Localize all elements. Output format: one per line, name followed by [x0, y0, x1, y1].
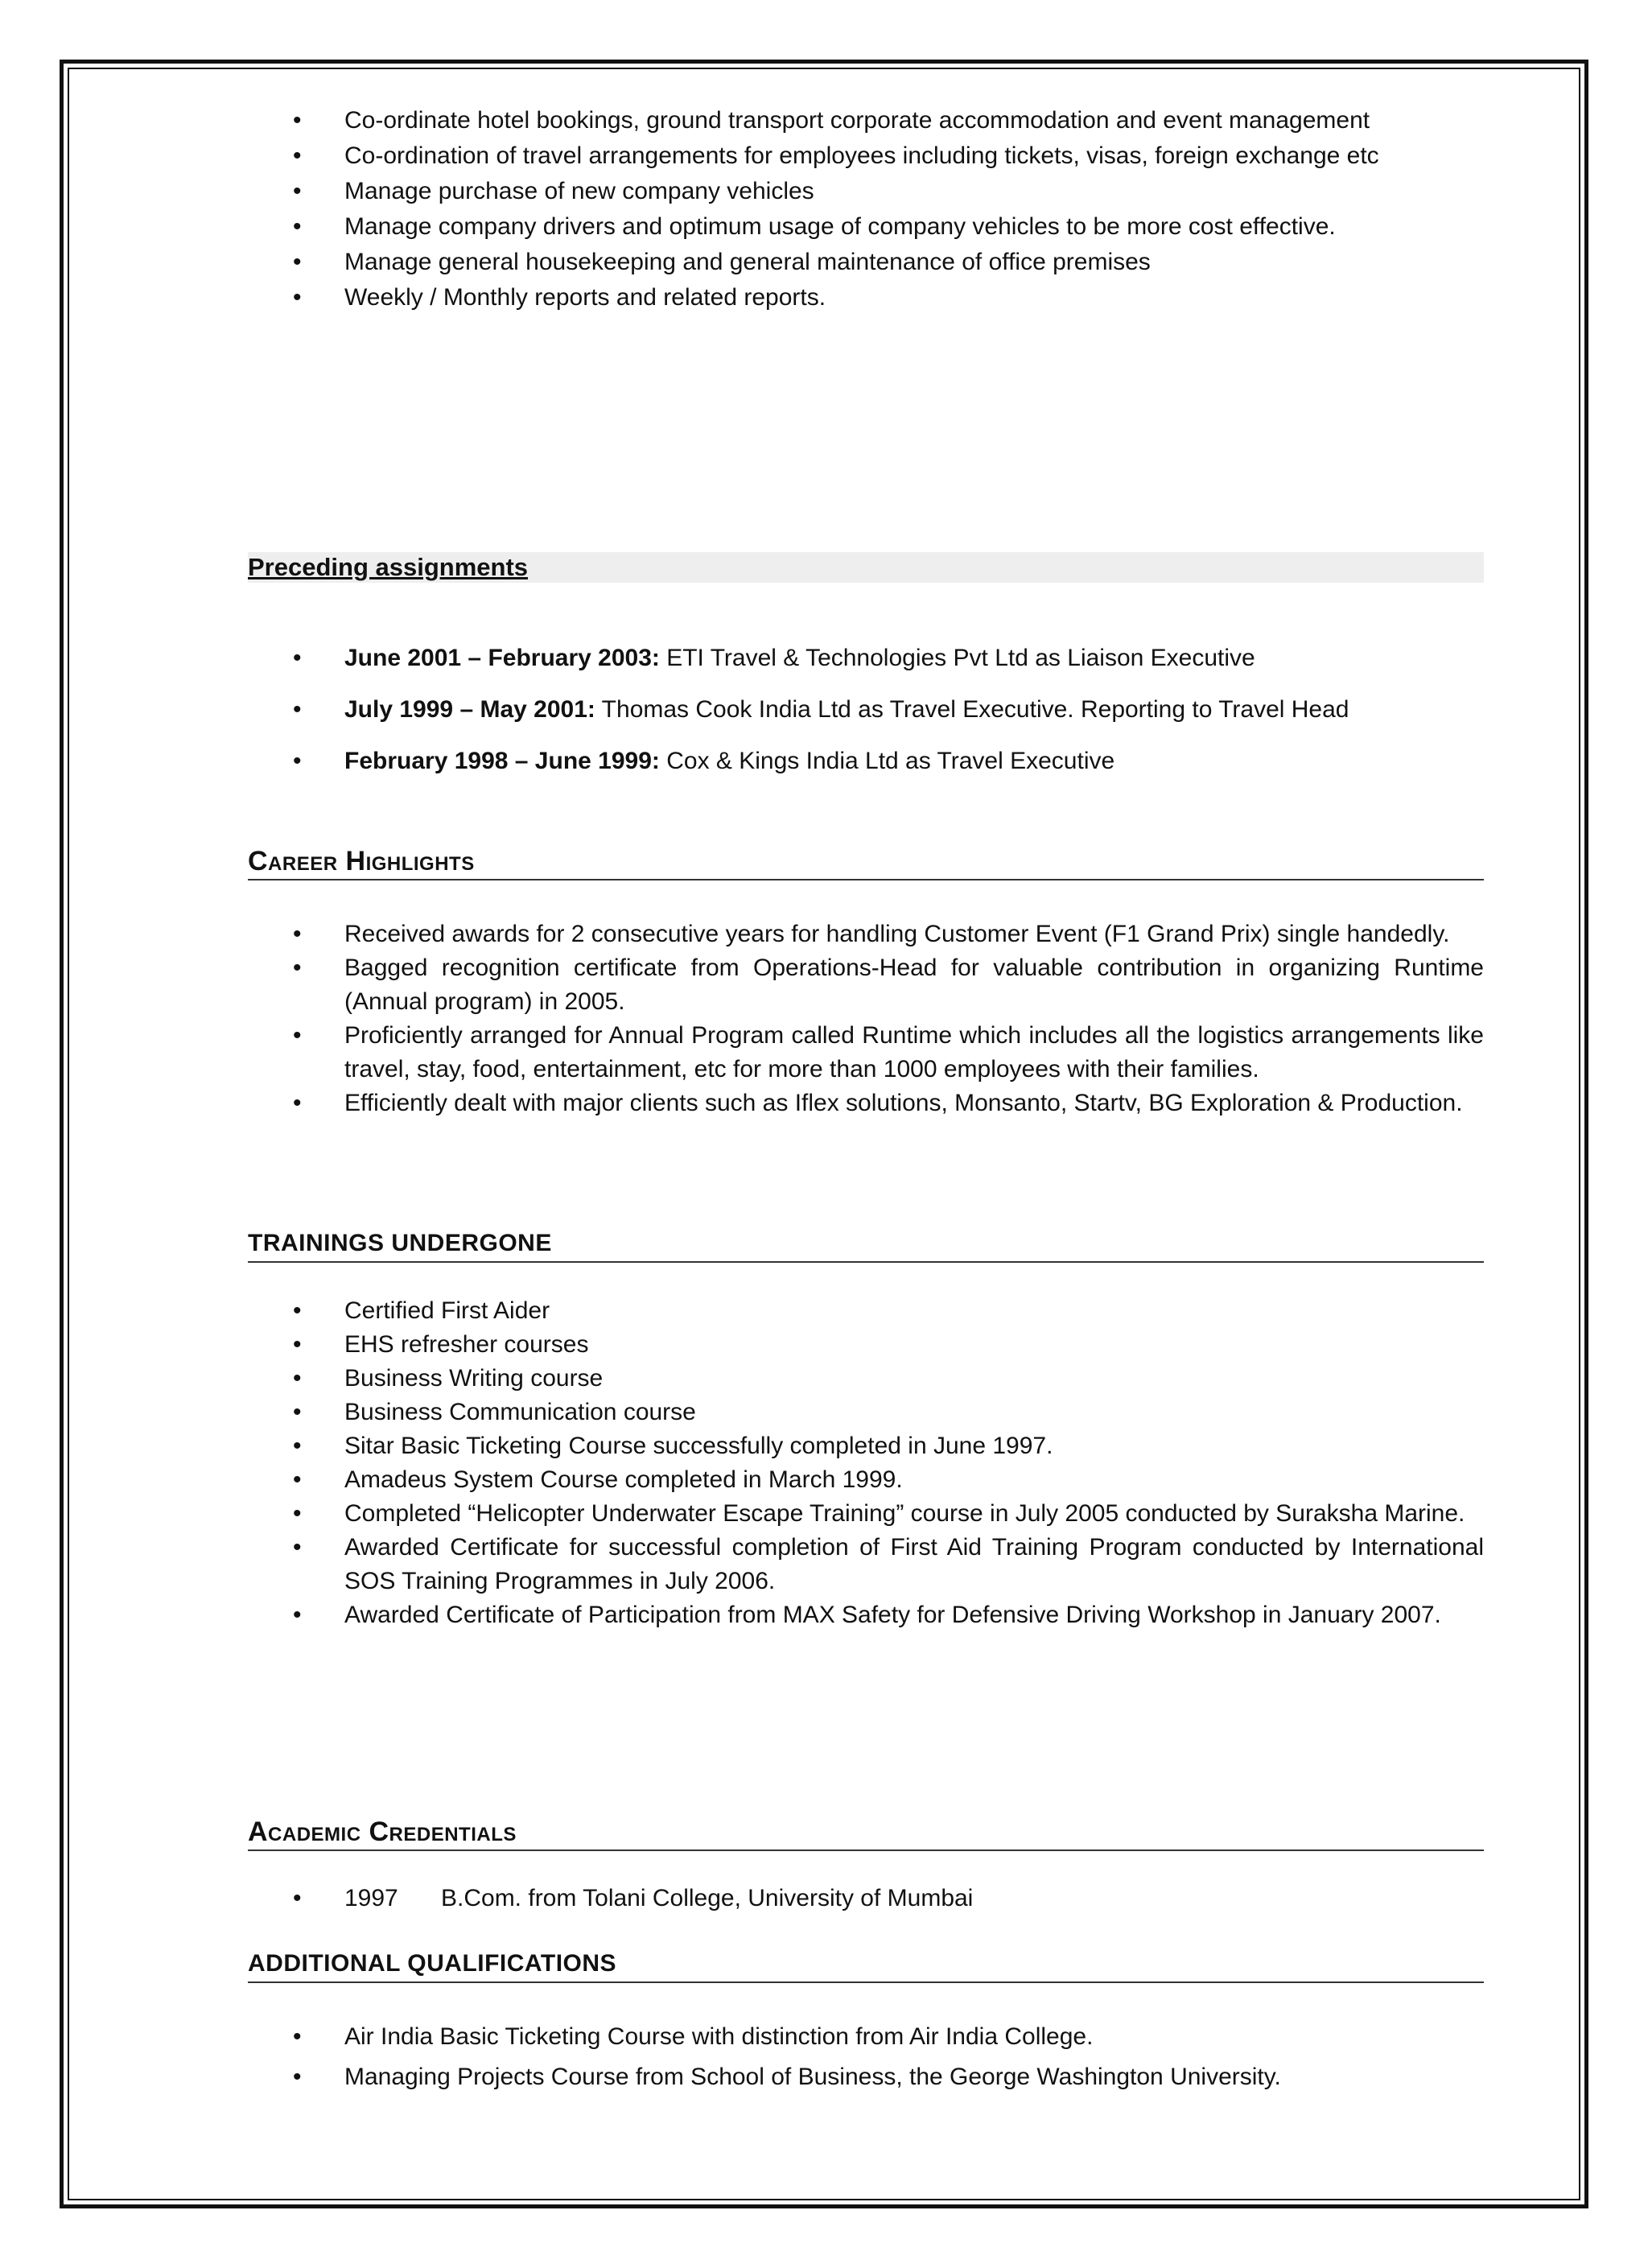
list-item: • Manage general housekeeping and general maintenance of office premises: [248, 245, 1484, 280]
assignment-period: June 2001 – February 2003:: [344, 645, 660, 671]
list-item: [248, 1882, 1484, 1915]
responsibilities-list: [248, 103, 1484, 315]
trainings-list: [248, 1294, 1484, 1632]
list-item: • Proficiently arranged for Annual Program called Runtime which includes all the logistics arrangements like travel, stay, food, entertainment, etc for more than 1000 employees with their families.: [248, 1019, 1484, 1087]
list-item: [248, 692, 1484, 728]
list-item: • Business Communication course: [248, 1396, 1484, 1429]
list-item: • Managing Projects Course from School of Business, the George Washington University.: [248, 2057, 1484, 2097]
section-title: ADDITIONAL QUALIFICATIONS: [248, 1950, 617, 1977]
resume-page: [248, 103, 1484, 2090]
list-item: • Co-ordinate hotel bookings, ground transport corporate accommodation and event management: [248, 103, 1484, 138]
assignment-text: ETI Travel & Technologies Pvt Ltd as Liaison Executive: [659, 645, 1255, 671]
academic-list: [248, 1882, 1484, 1915]
section-title: Academic Credentials: [248, 1816, 517, 1847]
preceding-assignments-heading: [248, 552, 1484, 583]
list-item: • Co-ordination of travel arrangements for employees including tickets, visas, foreign exchange etc: [248, 138, 1484, 174]
list-item: • Amadeus System Course completed in March 1999.: [248, 1463, 1484, 1497]
list-item: • Received awards for 2 consecutive years for handling Customer Event (F1 Grand Prix) single handedly.: [248, 918, 1484, 951]
assignment-period: February 1998 – June 1999:: [344, 748, 660, 774]
list-item: • Awarded Certificate for successful completion of First Aid Training Program conducted by International SOS Training Programmes in July 2006.: [248, 1531, 1484, 1598]
career-highlights-list: [248, 918, 1484, 1120]
list-item: [248, 641, 1484, 676]
list-item: • Sitar Basic Ticketing Course successfully completed in June 1997.: [248, 1429, 1484, 1463]
list-item: • Efficiently dealt with major clients such as Iflex solutions, Monsanto, Startv, BG Exploration & Production.: [248, 1087, 1484, 1120]
list-item: • Weekly / Monthly reports and related reports.: [248, 280, 1484, 315]
list-item: • Bagged recognition certificate from Operations-Head for valuable contribution in organizing Runtime (Annual program) in 2005.: [248, 951, 1484, 1019]
list-item: [248, 744, 1484, 779]
list-item: • Business Writing course: [248, 1362, 1484, 1396]
academic-year: 1997: [344, 1885, 398, 1911]
section-title: Preceding assignments: [248, 553, 529, 581]
additional-qualifications-list: [248, 2017, 1484, 2097]
assignment-text: Cox & Kings India Ltd as Travel Executive: [659, 748, 1115, 774]
section-title: Career Highlights: [248, 846, 475, 876]
academic-credentials-heading: [248, 1816, 1484, 1851]
list-item: • Awarded Certificate of Participation from MAX Safety for Defensive Driving Workshop in January 2007.: [248, 1598, 1484, 1632]
list-item: • Completed “Helicopter Underwater Escape Training” course in July 2005 conducted by Suraksha Marine.: [248, 1497, 1484, 1531]
preceding-assignments-list: [248, 641, 1484, 795]
assignment-text: Thomas Cook India Ltd as Travel Executive. Reporting to Travel Head: [595, 696, 1349, 723]
assignment-period: July 1999 – May 2001:: [344, 696, 595, 723]
career-highlights-heading: [248, 845, 1484, 880]
page-border-inner: [68, 68, 1580, 2200]
list-item: • EHS refresher courses: [248, 1328, 1484, 1362]
list-item: • Manage purchase of new company vehicles: [248, 174, 1484, 209]
list-item: • Certified First Aider: [248, 1294, 1484, 1328]
list-item: • Manage company drivers and optimum usage of company vehicles to be more cost effective.: [248, 209, 1484, 245]
section-title: TRAININGS UNDERGONE: [248, 1230, 552, 1256]
list-item: • Air India Basic Ticketing Course with distinction from Air India College.: [248, 2017, 1484, 2057]
additional-qualifications-heading: [248, 1946, 1484, 1983]
trainings-heading: [248, 1226, 1484, 1263]
academic-text: B.Com. from Tolani College, University of Mumbai: [441, 1885, 974, 1911]
